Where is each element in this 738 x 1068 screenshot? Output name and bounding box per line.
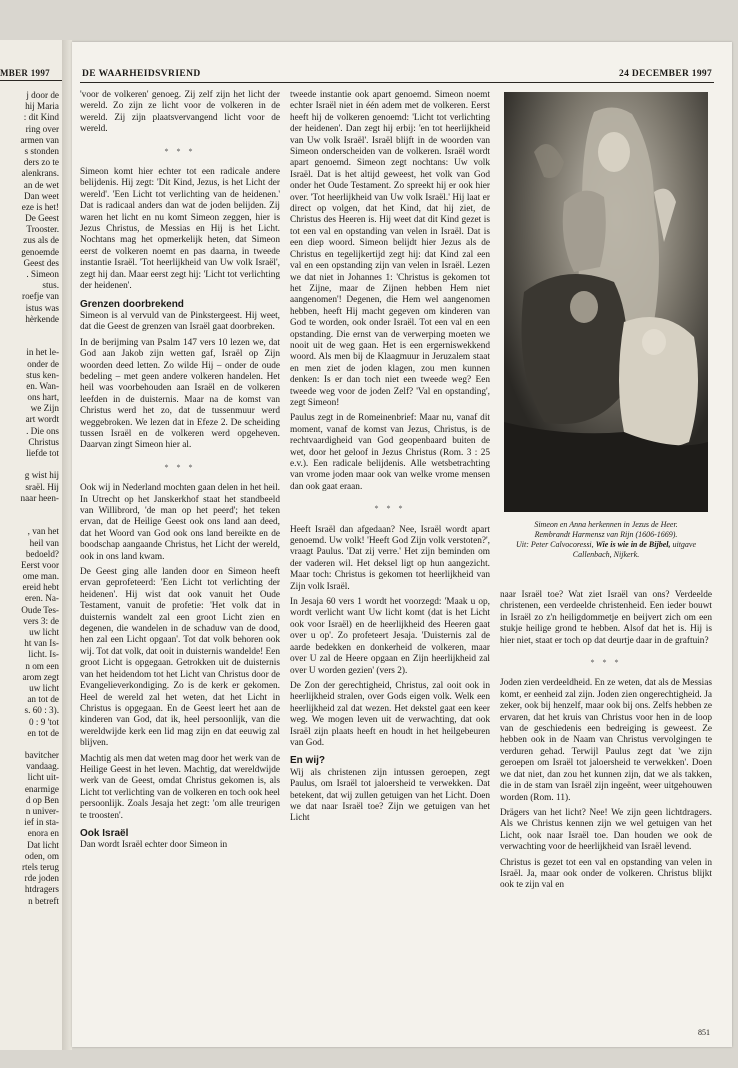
previous-page-line: s stonden	[24, 145, 59, 156]
previous-page-line: en tot de	[27, 727, 59, 738]
caption-source-prefix: Uit: Peter Calvocoressi,	[515, 540, 596, 549]
previous-page-line: htdragers	[24, 884, 59, 895]
publication-date: 24 DECEMBER 1997	[619, 69, 712, 79]
previous-page-line: eren. Na-	[24, 593, 59, 604]
paragraph: In Jesaja 60 vers 1 wordt het voorzegd: 'Maak u op, wordt verlicht want Uw licht komt (dat is het Licht ook voor Israël) en de heerlijkheid des Heeren gaat over u op'. Zo profeteert Jesaja. 'Duisternis zal de aarde bedekken en donkerheid de volkeren, maar over U zal de Heere opgaan en Zijn heerlijkheid zal over U worden gezien' (vers 2).	[290, 597, 490, 676]
subheading-en-wij: En wij?	[290, 755, 325, 767]
paragraph: tweede instantie ook apart genoemd. Simeon noemt echter Israël niet in één adem met de volkeren. Eerst heeft hij de volkeren genoemd: 'Licht tot verlichting der heidenen'. Dan zegt hij erbij: 'en tot heerlijkheid van Uw volk Israël'. Israël blijft in de woorden van Simeon onderscheiden van de volkeren. Israël wordt apart genoemd. Simeon zegt nochtans: Uw volk Israël. Dat is het altijd geweest, het volk van God onder het Oude Testament. Zo spreekt hij er ook hier over. 'Tot heerlijkheid van Uw volk Israël.' Hij laat er direct op volgen, dat het Kind, dat hij ziet, de Christus des Heeren is. Hij weet dat dit Kind gezet is tot een val en opstanding van velen in Israël. Dat is een diep woord. Simeon belijdt hier Jezus als de Christus en tegelijkertijd zegt hij: dat Kind zal een val en een opstanding zijn van velen in Israël. Lezen we dat niet in Johannes 1: 'Christus is gekomen tot het Zijne, maar de Zijnen hebben Hem niet aangenomen'! Degenen, die Hem wel aangenomen hebben, heeft Hij macht gegeven om kinderen van God te worden, ook onder Israël. Tot een val en een opstanding. Die ernst van de verwerping moeten we nooit uit de weg gaan. Het is een ergerniswekkend woord. Als men bij de Klaagmuur in Jeruzalem staat en men ziet de joden klagen, zou men kunnen denken: Is er dan toch niet een tweede weg? Een tweede weg voor de joden Zelf? 'Val en opstanding', zegt Simeon!	[290, 90, 490, 408]
figure-caption	[510, 520, 702, 560]
previous-page-line: Oude Tes-	[21, 604, 59, 615]
previous-page-line: rtels terug	[22, 861, 59, 872]
previous-page-line: d op Ben	[25, 794, 59, 805]
previous-page-line: rde joden	[24, 873, 59, 884]
previous-page-line: ons hart,	[27, 392, 59, 403]
paragraph: De Geest ging alle landen door en Simeon heeft ervan geprofeteerd: 'Een Licht tot verlichting der heidenen'. Hij wist dat ook vanuit het Oude Testament, vanuit de profetie: 'Het volk dat in duisternis wandelt zal een groot Licht zien en degenen, die wandelen in de schaduw van de dood, hen zal een Licht opgaan'. Tot dat volk behoren ook wij. Tot dat volk, dat ooit in duisternis wandelde! Een groot Licht is opgegaan. Getrokken uit de duisternis van het heidendom tot het Licht van Christus door de Evangelieverkondiging. Zo is de kerk er gekomen. Heel de wereld zal het weten, dat het Licht in Christus is opgegaan. En de Geest leert het aan de kinderen van God, dat ik, heel persoonlijk, van die wereldwijde kerk een lid mag zijn en dat eeuwig zal blijven.	[80, 567, 280, 749]
section-divider: * * *	[374, 504, 406, 514]
section-divider: * * *	[164, 146, 196, 156]
previous-page-line: De Geest	[25, 213, 59, 224]
previous-page-line: : dit Kind	[23, 112, 59, 123]
caption-publisher: uitgave Callenbach, Nijkerk.	[572, 540, 697, 559]
paragraph: De Zon der gerechtigheid, Christus, zal ooit ook in heerlijkheid stralen, over Gods eigen volk. Welk een heerlijkheid zal dat wezen. Het dekstel gaat een keer weg. We mogen leven uit de verwachting, dat ook Israël zijn plaats heeft en houdt in het heilgebeuren van God.	[290, 680, 490, 748]
paragraph: Machtig als men dat weten mag door het werk van de Heilige Geest in het leven. Machtig, dat wereldwijde werk van de Geest, omdat Christus gekomen is, als Licht tot verlichting van de volkeren en toch ook heel persoonlijk. Zoals Jesaja het zegt: 'om alle treurigen te troosten'.	[80, 753, 280, 821]
caption-title: Simeon en Anna herkennen in Jezus de Heer.	[534, 520, 678, 529]
previous-page-line	[0, 504, 59, 515]
previous-page-edge	[0, 40, 62, 1050]
previous-page-line: vandaag.	[26, 761, 59, 772]
rembrandt-painting-image	[504, 92, 708, 512]
previous-page-line: hèrkende	[25, 313, 59, 324]
newspaper-page	[72, 42, 732, 1047]
paragraph: Drägers van het licht? Nee! We zijn geen lichtdragers. Als we Christus kennen zijn we wel getuigen van het Licht, ook naar Israël toe. Dan houden we ook de verwachting voor de heerlijkheid van Israël levend.	[500, 807, 712, 853]
page-gutter	[62, 40, 72, 1050]
previous-page-line: stus.	[42, 280, 59, 291]
previous-page-line: j door de	[26, 90, 59, 100]
section-divider: * * *	[164, 462, 196, 472]
previous-page-line: g wist hij	[24, 470, 59, 481]
previous-page-line: Geest des	[23, 257, 59, 268]
previous-page-line: oden, om	[24, 850, 59, 861]
previous-page-line	[0, 336, 59, 347]
previous-page-line: bavitcher	[24, 750, 59, 761]
previous-page-line: ring over	[25, 123, 59, 134]
previous-page-line: an de wet	[23, 179, 59, 190]
paragraph: In de berijming van Psalm 147 vers 10 lezen we, dat God aan Jakob zijn wetten gaf, Israël op Zijn woorden deed letten. Zo wilde Hij – onder de oude bedeling – met geen andere volkeren handelen. Het heil was voorbehouden aan Israël en de volkeren leefden in de duisternis. Maar na de komst van Christus werd het zo, dat de tussenmuur werd weggebroken. We lezen dat in Efeze 2. De scheiding tussen Israël en de volkeren werd opgeheven. Daarvan zingt Simeon hier al.	[80, 337, 280, 451]
previous-page-text-fragments	[0, 90, 59, 907]
previous-page-line: hij Maria	[25, 101, 59, 112]
publication-title: DE WAARHEIDSVRIEND	[82, 69, 201, 79]
previous-page-line: arom zegt	[22, 671, 59, 682]
previous-page-line: istus was	[25, 302, 59, 313]
previous-page-line	[0, 459, 59, 470]
page-number: 851	[698, 1028, 710, 1037]
paragraph: naar Israël toe? Wat ziet Israël van ons? Verdeelde christenen, een verdeelde christenheid. Een ieder bouwt in Israël zo z'n heiligdommetje en beijvert zich om een stukje heilige grond te hebben. Alsof dat het is. Hij is hier niet, staat er toch op dat deurtje daar in de graftuin?	[500, 590, 712, 646]
previous-page-line: licht. Is-	[28, 649, 59, 660]
subheading-ook-israel: Ook Israël	[80, 827, 129, 839]
previous-page-line: naar heen-	[20, 492, 59, 503]
previous-page-line: Eerst voor	[20, 559, 59, 570]
previous-page-line: en. Wan-	[26, 380, 59, 391]
painting-figure	[500, 90, 712, 584]
previous-page-line: . Die ons	[26, 425, 59, 436]
previous-page-line: Dan weet	[24, 190, 59, 201]
previous-page-line: liefde tot	[26, 448, 59, 458]
previous-page-line: uw licht	[29, 627, 59, 637]
paragraph: Joden zien verdeeldheid. En ze weten, dat als de Messias komt, er eenheid zal zijn. Joden zien ongerechtigheid. Ja zeker, ook bij henzelf, maar ook bij ons. Zelfs hebben ze ervaren, dat het kruis van Christus voor hen in de loop van de geschiedenis een bedreiging is geweest. Ze hebben ook in de Naam van Christus vervolgingen te verduren gehad. Terwijl Paulus zegt dat 'we zijn geroepen om Israël tot jaloersheid te verwekken'. Doen we dat niet, dan zou het kunnen zijn, dat we als takken, die in de stam van Israël zijn ingeënt, weer uitgehouwen worden (Rom. 11).	[500, 678, 712, 803]
caption-book-title: Wie is wie in de Bijbel,	[595, 540, 671, 549]
previous-page-line: enarmige	[24, 783, 59, 794]
previous-page-line: armen van	[20, 134, 59, 145]
previous-page-line: s. 60 : 3).	[24, 705, 59, 716]
previous-page-line: Christus	[28, 436, 59, 447]
previous-page-line: zus als de	[23, 235, 59, 246]
caption-source	[510, 540, 702, 560]
previous-page-line: in het le-	[26, 347, 59, 358]
previous-page-line: ome man.	[22, 571, 59, 582]
previous-page-line: roefje van	[22, 291, 59, 302]
previous-page-line: heil van	[29, 537, 59, 548]
column-3	[500, 590, 712, 896]
paragraph: Simeon is al vervuld van de Pinkstergeest. Hij weet, dat die Geest de grenzen van Israël gaat doorbreken.	[80, 310, 280, 333]
previous-page-header: MBER 1997	[0, 68, 50, 78]
previous-page-line: alenkrans.	[21, 168, 59, 179]
paragraph: Simeon komt hier echter tot een radicale andere belijdenis. Hij zegt: 'Dit Kind, Jezus, is het Licht der wereld'. 'Een Licht tot verlichting van de heidenen.' Dat is radicaal anders dan wat de joden belijden. Zij waren het licht en nu komt Simeon zeggen, hier is Jezus Christus, de Messias en Hij is het Licht. Nochtans mag het opmerkelijk heten, dat Simeon eerst de volkeren noemt en pas daarna, in tweede instantie Israël. 'Tot heerlijkheid van Uw volk Israël', zegt hij dan. Maar eerst zegt hij: 'Licht tot verlichting der heidenen'.	[80, 167, 280, 292]
header-rule	[80, 82, 714, 83]
previous-page-line: 0 : 9 'tot	[29, 716, 59, 727]
previous-page-line: ders zo te	[23, 157, 59, 168]
previous-page-line: enora en	[27, 828, 59, 839]
previous-page-line: eze is het!	[21, 201, 59, 212]
previous-page-line: vers 3: de	[23, 615, 59, 626]
subheading-grenzen: Grenzen doorbrekend	[80, 298, 184, 310]
paragraph: Christus is gezet tot een val en opstanding van velen in Israël. Ja, maar ook onder de volkeren. Christus blijkt ook te zijn val en	[500, 857, 712, 891]
previous-page-line	[0, 515, 59, 526]
section-divider: * * *	[590, 658, 622, 668]
previous-page-line: licht uit-	[27, 772, 59, 783]
paragraph: Heeft Israël dan afgedaan? Nee, Israël wordt apart genoemd. Uw volk! 'Heeft God Zijn volk verstoten?', vraagt Paulus. 'Dat zij verre.' Het zijn beminden om der vaderen wil. Het deksel ligt op hun aangezicht. Maar toch: Christus is gekomen tot heerlijkheid van Zijn volk Israël.	[290, 524, 490, 592]
previous-page-line: n betreft	[28, 895, 59, 906]
previous-page-line: n univer-	[25, 806, 59, 816]
previous-page-line: onder de	[27, 358, 59, 369]
previous-page-line: stus ken-	[26, 369, 59, 380]
paragraph: Paulus zegt in de Romeinenbrief: Maar nu, vanaf dit moment, vanaf de komst van Jezus, Christus, is de rechtvaardigheid van God geopenbaard buiten de wet, door het geloof in Jezus Christus (Rom. 3 : 25 e.v.). Een radicale belijdenis. Alle wetsbetrachting van vrome joden maar ook van welke vrome mensen dan ook gaat eraan.	[290, 413, 490, 492]
previous-page-line	[0, 325, 59, 336]
paragraph: Ook wij in Nederland mochten gaan delen in het heil. In Utrecht op het Janskerkhof staat het standbeeld van Willibrord, 'de man op het peerd'; het teken ervan, dat de Heilige Geest ook ons land aan deed, dat het Woord van God ook ons land bereikte en de boodschap aangaande Christus, het Licht der wereld, ook in ons land kwam.	[80, 483, 280, 562]
previous-page-line: genoemde	[21, 246, 59, 257]
previous-page-line	[0, 739, 59, 750]
previous-page-line: we Zijn	[30, 403, 59, 414]
previous-page-line: uw licht	[29, 682, 59, 693]
previous-page-line: ief in sta-	[24, 817, 59, 828]
previous-page-line: . Simeon	[26, 269, 59, 279]
previous-page-rule	[0, 80, 62, 81]
paragraph: 'voor de volkeren' genoeg. Zij zelf zijn het licht der wereld. Zo zijn ze licht voor de volkeren in de wereld. Zij zijn plaatsvervangend licht voor de wereld.	[80, 90, 280, 135]
previous-page-line: n om een	[25, 660, 59, 671]
previous-page-line: ereid hebt	[22, 582, 59, 593]
previous-page-line: an tot de	[27, 694, 59, 705]
caption-artist: Rembrandt Harmensz van Rijn (1606-1669).	[534, 530, 678, 539]
paragraph: Wij als christenen zijn intussen geroepen, zegt Paulus, om Israël tot jaloersheid te verwekken. Dat betekent, dat wij zullen getuigen van het Licht. Doen we dat naar Israël toe? Zijn we getuigen van het Licht	[290, 767, 490, 824]
previous-page-line: art wordt	[25, 414, 59, 425]
column-2	[290, 90, 490, 829]
paragraph: Dan wordt Israël echter door Simeon in	[80, 840, 228, 851]
column-1	[80, 90, 280, 856]
previous-page-line: ht van Is-	[24, 638, 59, 649]
previous-page-line: bedoeld?	[25, 548, 59, 559]
previous-page-line: Trooster.	[26, 224, 59, 235]
previous-page-line: Dat licht	[27, 839, 59, 850]
previous-page-line: , van het	[27, 526, 59, 537]
previous-page-line: sraël. Hij	[25, 481, 59, 492]
